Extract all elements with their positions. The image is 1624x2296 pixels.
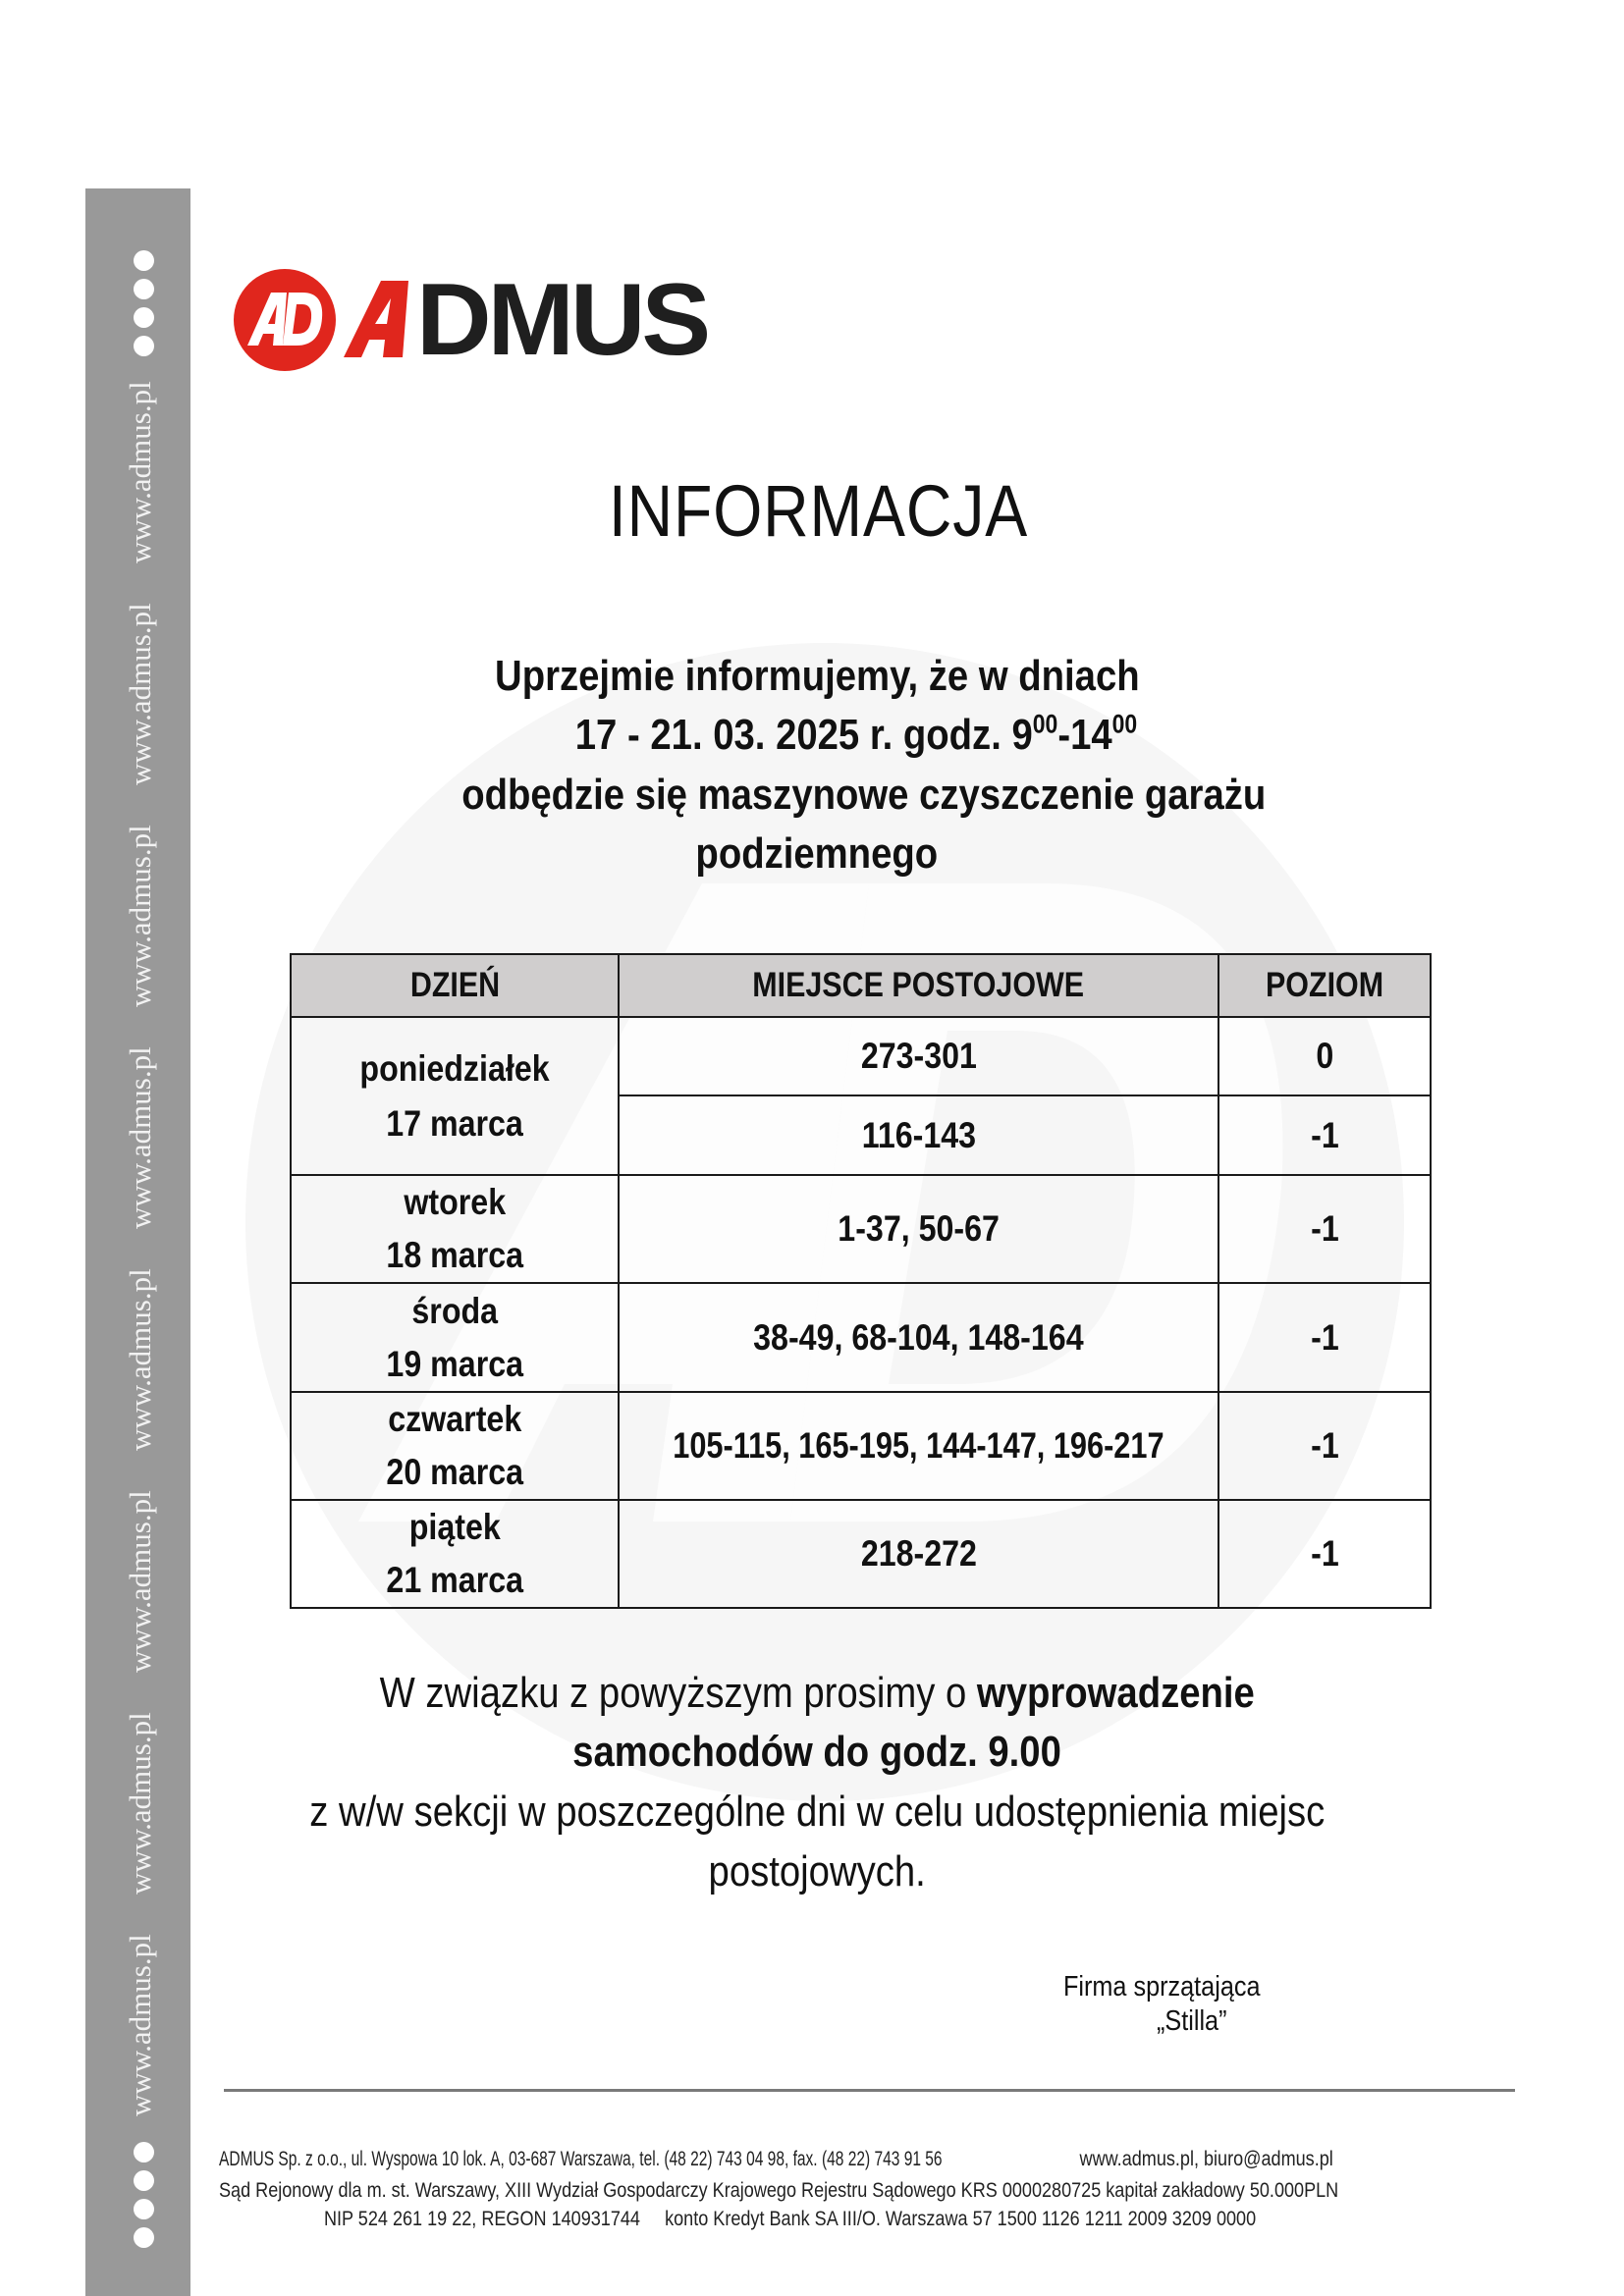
table-row <box>291 1017 1431 1095</box>
intro-line-1: Uprzejmie informujemy, że w dniach <box>494 652 1140 700</box>
level-cell: -1 <box>1218 1095 1431 1175</box>
start-minutes: 00 <box>1032 709 1058 739</box>
end-hour: -14 <box>1057 711 1112 759</box>
day-cell: czwartek 20 marca <box>291 1392 619 1500</box>
table-row <box>291 1500 1431 1608</box>
footer-address: ADMUS Sp. z o.o., ul. Wyspowa 10 lok. A, 03-687 Warszawa, tel. (48 22) 743 04 98, fax. (48 22) 743 91 56 <box>219 2148 943 2170</box>
table-row <box>291 1283 1431 1392</box>
logo-wordmark: DMUS <box>416 263 708 377</box>
end-minutes: 00 <box>1111 709 1138 739</box>
dot-icon <box>134 250 154 271</box>
page-title: INFORMACJA <box>608 470 1028 552</box>
spots-cell: 38-49, 68-104, 148-164 <box>619 1283 1218 1392</box>
notice-bold-text: wyprowadzenie <box>976 1669 1255 1717</box>
table-row <box>291 1175 1431 1283</box>
spots-cell: 218-272 <box>619 1500 1218 1608</box>
intro-line-4: podziemnego <box>695 829 939 878</box>
footer-divider <box>224 2089 1515 2092</box>
day-cell: piątek 21 marca <box>291 1500 619 1608</box>
footer-line-3 <box>324 2208 1408 2231</box>
day-cell: środa 19 marca <box>291 1283 619 1392</box>
date-range: 17 - 21. 03. 2025 r. godz. 9 <box>574 711 1033 759</box>
level-cell: -1 <box>1218 1500 1431 1608</box>
admus-logo <box>234 263 754 377</box>
header-day: DZIEŃ <box>291 954 619 1017</box>
day-cell: wtorek 18 marca <box>291 1175 619 1283</box>
level-cell: -1 <box>1218 1175 1431 1283</box>
signature-line-1: Firma sprzątająca <box>1063 1971 1261 2002</box>
notice-line-3: z w/w sekcji w poszczególne dni w celu udostępnienia miejsc <box>308 1788 1326 1836</box>
spots-cell: 273-301 <box>619 1017 1218 1095</box>
table-header-row <box>291 954 1431 1017</box>
footer-bank-account: konto Kredyt Bank SA III/O. Warszawa 57 1500 1126 1211 2009 3209 0000 <box>665 2208 1257 2230</box>
spots-cell: 116-143 <box>619 1095 1218 1175</box>
level-cell: -1 <box>1218 1392 1431 1500</box>
dot-icon <box>134 2227 154 2248</box>
intro-dates-line <box>218 711 1494 760</box>
spots-cell: 1-37, 50-67 <box>619 1175 1218 1283</box>
footer-line-2: Sąd Rejonowy dla m. st. Warszawy, XIII Wydział Gospodarczy Krajowego Rejestru Sądowego KRS 0000280725 kapitał zakładowy 50.000PLN <box>219 2179 1339 2202</box>
signature-line-2: „Stilla” <box>1157 2005 1227 2037</box>
day-cell: poniedziałek 17 marca <box>291 1017 619 1175</box>
dot-icon <box>134 307 154 328</box>
header-parking-spot: MIEJSCE POSTOJOWE <box>619 954 1218 1017</box>
level-cell: 0 <box>1218 1017 1431 1095</box>
dot-icon <box>134 2142 154 2163</box>
level-cell: -1 <box>1218 1283 1431 1392</box>
dot-icon <box>134 279 154 299</box>
notice-line-2: samochodów do godz. 9.00 <box>572 1728 1061 1776</box>
footer-contact: www.admus.pl, biuro@admus.pl <box>1079 2148 1333 2170</box>
intro-line-3: odbędzie się maszynowe czyszczenie garażu <box>461 771 1267 819</box>
notice-line-1 <box>179 1669 1455 1718</box>
notice-text: W związku z powyższym prosimy o <box>379 1669 977 1717</box>
schedule-table <box>290 953 1432 1609</box>
spots-cell: 105-115, 165-195, 144-147, 196-217 <box>619 1392 1218 1500</box>
table-row <box>291 1392 1431 1500</box>
dot-icon <box>134 2199 154 2219</box>
sidebar-band: www.admus.pl www.admus.pl www.admus.pl www.admus.pl www.admus.pl www.admus.pl www.admus.pl www.admus.pl <box>85 188 190 2296</box>
dot-icon <box>134 336 154 356</box>
footer-tax-ids: NIP 524 261 19 22, REGON 140931744 <box>324 2208 640 2230</box>
dot-icon <box>134 2170 154 2191</box>
footer-line-1 <box>219 2148 1515 2171</box>
header-level: POZIOM <box>1218 954 1431 1017</box>
notice-line-4: postojowych. <box>708 1847 926 1896</box>
